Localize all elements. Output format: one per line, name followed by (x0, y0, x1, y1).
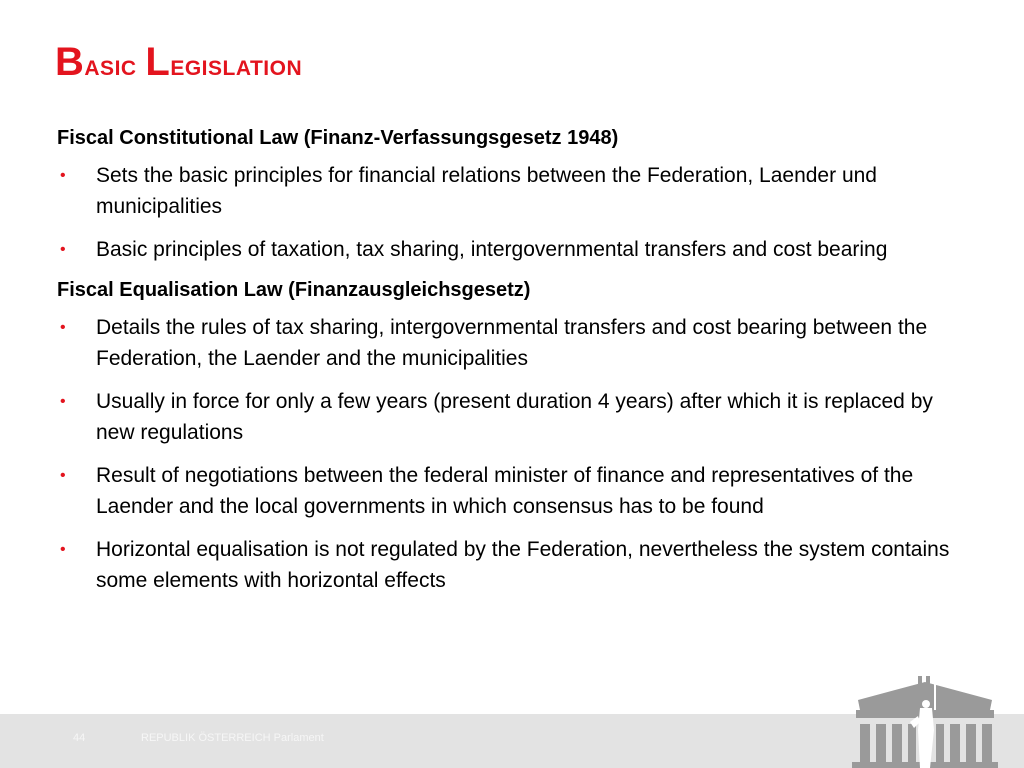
bullet-text: Details the rules of tax sharing, intergovernmental transfers and cost bearing between the Federation, the Laender and the municipalities (96, 316, 928, 370)
bullet-icon: • (60, 167, 66, 184)
parliament-building-icon (840, 670, 1010, 768)
section-heading: Fiscal Equalisation Law (Finanzausgleichsgesetz) (57, 279, 531, 301)
bullet-icon: • (60, 319, 66, 336)
title-initial-l: L (145, 40, 171, 84)
bullet-text: Result of negotiations between the federal minister of finance and representatives of the Laender and the local governments in which consensus has to be found (96, 464, 914, 518)
bullet-icon: • (60, 241, 66, 258)
title-initial-b: B (55, 40, 85, 84)
bullet-item (57, 312, 967, 374)
section-heading: Fiscal Constitutional Law (Finanz-Verfassungsgesetz 1948) (57, 127, 619, 149)
bullet-icon: • (60, 393, 66, 410)
title-word-legislation: egislation (170, 49, 303, 82)
slide-title (55, 42, 302, 82)
bullet-item (57, 460, 967, 522)
slide-content (57, 125, 967, 608)
bullet-icon: • (60, 467, 66, 484)
bullet-item (57, 386, 967, 448)
bullet-item (57, 534, 967, 596)
bullet-item (57, 234, 967, 265)
bullet-item (57, 160, 967, 222)
bullet-text: Usually in force for only a few years (present duration 4 years) after which it is replaced by new regulations (96, 390, 933, 444)
bullet-text: Horizontal equalisation is not regulated by the Federation, nevertheless the system contains some elements with horizontal effects (96, 538, 950, 592)
organization-label: REPUBLIK ÖSTERREICH Parlament (141, 732, 324, 744)
bullet-icon: • (60, 541, 66, 558)
page-number: 44 (73, 732, 86, 744)
bullet-text: Basic principles of taxation, tax sharing, intergovernmental transfers and cost bearing (96, 238, 888, 261)
bullet-text: Sets the basic principles for financial relations between the Federation, Laender und municipalities (96, 164, 877, 218)
title-word-basic: asic (84, 49, 146, 82)
